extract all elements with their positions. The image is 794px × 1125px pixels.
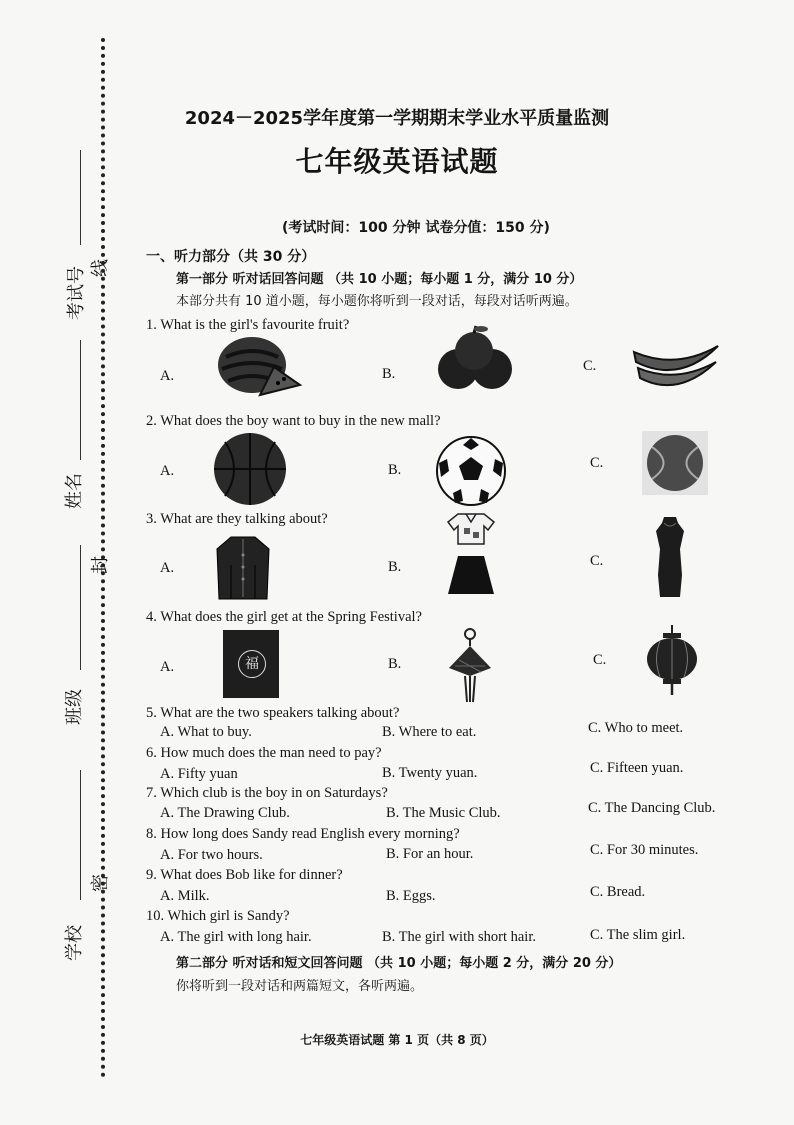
q10-option-c: C. The slim girl. [590, 927, 686, 943]
q9-option-c: C. Bread. [590, 884, 646, 900]
q3-label-b: B. [388, 559, 402, 575]
part2-instructions: 你将听到一段对话和两篇短文，各听两遍。 [176, 979, 424, 994]
q7-option-b: B. The Music Club. [386, 805, 501, 821]
line-mark: 线 [90, 259, 111, 277]
jacket-icon [215, 535, 271, 601]
q9-option-b: B. Eggs. [386, 888, 436, 904]
q7-option-a: A. The Drawing Club. [160, 805, 290, 821]
question-4-stem: 4. What does the girl get at the Spring Festival? [146, 609, 422, 625]
watermelon-icon [212, 335, 302, 397]
binding-dotted-line [101, 38, 105, 1078]
q1-label-b: B. [382, 366, 396, 382]
q4-label-c: C. [593, 652, 607, 668]
shirt-skirt-icon [446, 512, 496, 596]
q10-option-a: A. The girl with long hair. [160, 929, 312, 945]
q8-option-a: A. For two hours. [160, 847, 263, 863]
question-6-stem: 6. How much does the man need to pay? [146, 745, 382, 761]
q4-label-b: B. [388, 656, 402, 672]
qipao-icon [652, 515, 688, 599]
question-1-stem: 1. What is the girl's favourite fruit? [146, 317, 350, 333]
question-8-stem: 8. How long does Sandy read English every morning? [146, 826, 460, 842]
secret-mark: 密 [90, 874, 111, 892]
q1-label-c: C. [583, 358, 597, 374]
part2-title: 第二部分 听对话和短文回答问题 （共 10 小题；每小题 2 分，满分 20 分） [176, 956, 622, 971]
q5-option-b: B. Where to eat. [382, 724, 477, 740]
part1-title: 第一部分 听对话回答问题 （共 10 小题；每小题 1 分，满分 10 分） [176, 272, 583, 287]
exam-title: 2024－2025学年度第一学期期末学业水平质量监测 [184, 108, 610, 129]
chinese-knot-icon [445, 628, 495, 704]
exam-number-label: 考试号 [66, 266, 87, 320]
question-7-stem: 7. Which club is the boy in on Saturdays? [146, 785, 388, 801]
q2-label-c: C. [590, 455, 604, 471]
q6-option-b: B. Twenty yuan. [382, 765, 478, 781]
q2-label-b: B. [388, 462, 402, 478]
name-blank [80, 340, 81, 460]
q8-option-b: B. For an hour. [386, 846, 474, 862]
q5-option-a: A. What to buy. [160, 724, 252, 740]
red-envelope-icon [223, 630, 279, 698]
school-label: 学校 [64, 925, 85, 961]
school-blank [80, 770, 81, 900]
baseball-icon [642, 431, 708, 495]
question-3-stem: 3. What are they talking about? [146, 511, 328, 527]
question-2-stem: 2. What does the boy want to buy in the new mall? [146, 413, 441, 429]
question-10-stem: 10. Which girl is Sandy? [146, 908, 290, 924]
question-5-stem: 5. What are the two speakers talking about? [146, 705, 400, 721]
class-blank [80, 545, 81, 670]
seal-mark: 封 [90, 556, 111, 574]
q9-option-a: A. Milk. [160, 888, 210, 904]
q7-option-c: C. The Dancing Club. [588, 800, 716, 816]
q3-label-c: C. [590, 553, 604, 569]
question-9-stem: 9. What does Bob like for dinner? [146, 867, 343, 883]
q3-label-a: A. [160, 560, 175, 576]
q6-option-c: C. Fifteen yuan. [590, 760, 684, 776]
basketball-icon [213, 432, 287, 506]
exam-info: (考试时间：100 分钟 试卷分值：150 分) [282, 220, 550, 236]
fortune-character: 福 [238, 650, 266, 678]
lantern-icon [645, 625, 699, 695]
bananas-icon [632, 340, 720, 390]
exam-subtitle: 七年级英语试题 [295, 145, 499, 178]
apples-icon [436, 325, 512, 395]
page-footer: 七年级英语试题 第 1 页（共 8 页） [300, 1033, 494, 1047]
name-label: 姓名 [64, 473, 85, 509]
soccer-ball-icon [435, 437, 507, 505]
q2-label-a: A. [160, 463, 175, 479]
q10-option-b: B. The girl with short hair. [382, 929, 536, 945]
q4-label-a: A. [160, 659, 175, 675]
part1-instructions: 本部分共有 10 道小题，每小题你将听到一段对话，每段对话听两遍。 [176, 294, 578, 309]
q6-option-a: A. Fifty yuan [160, 766, 238, 782]
q8-option-c: C. For 30 minutes. [590, 842, 699, 858]
q1-label-a: A. [160, 368, 175, 384]
class-label: 班级 [64, 689, 85, 725]
q5-option-c: C. Who to meet. [588, 720, 684, 736]
section-title: 一、听力部分（共 30 分） [146, 249, 316, 265]
